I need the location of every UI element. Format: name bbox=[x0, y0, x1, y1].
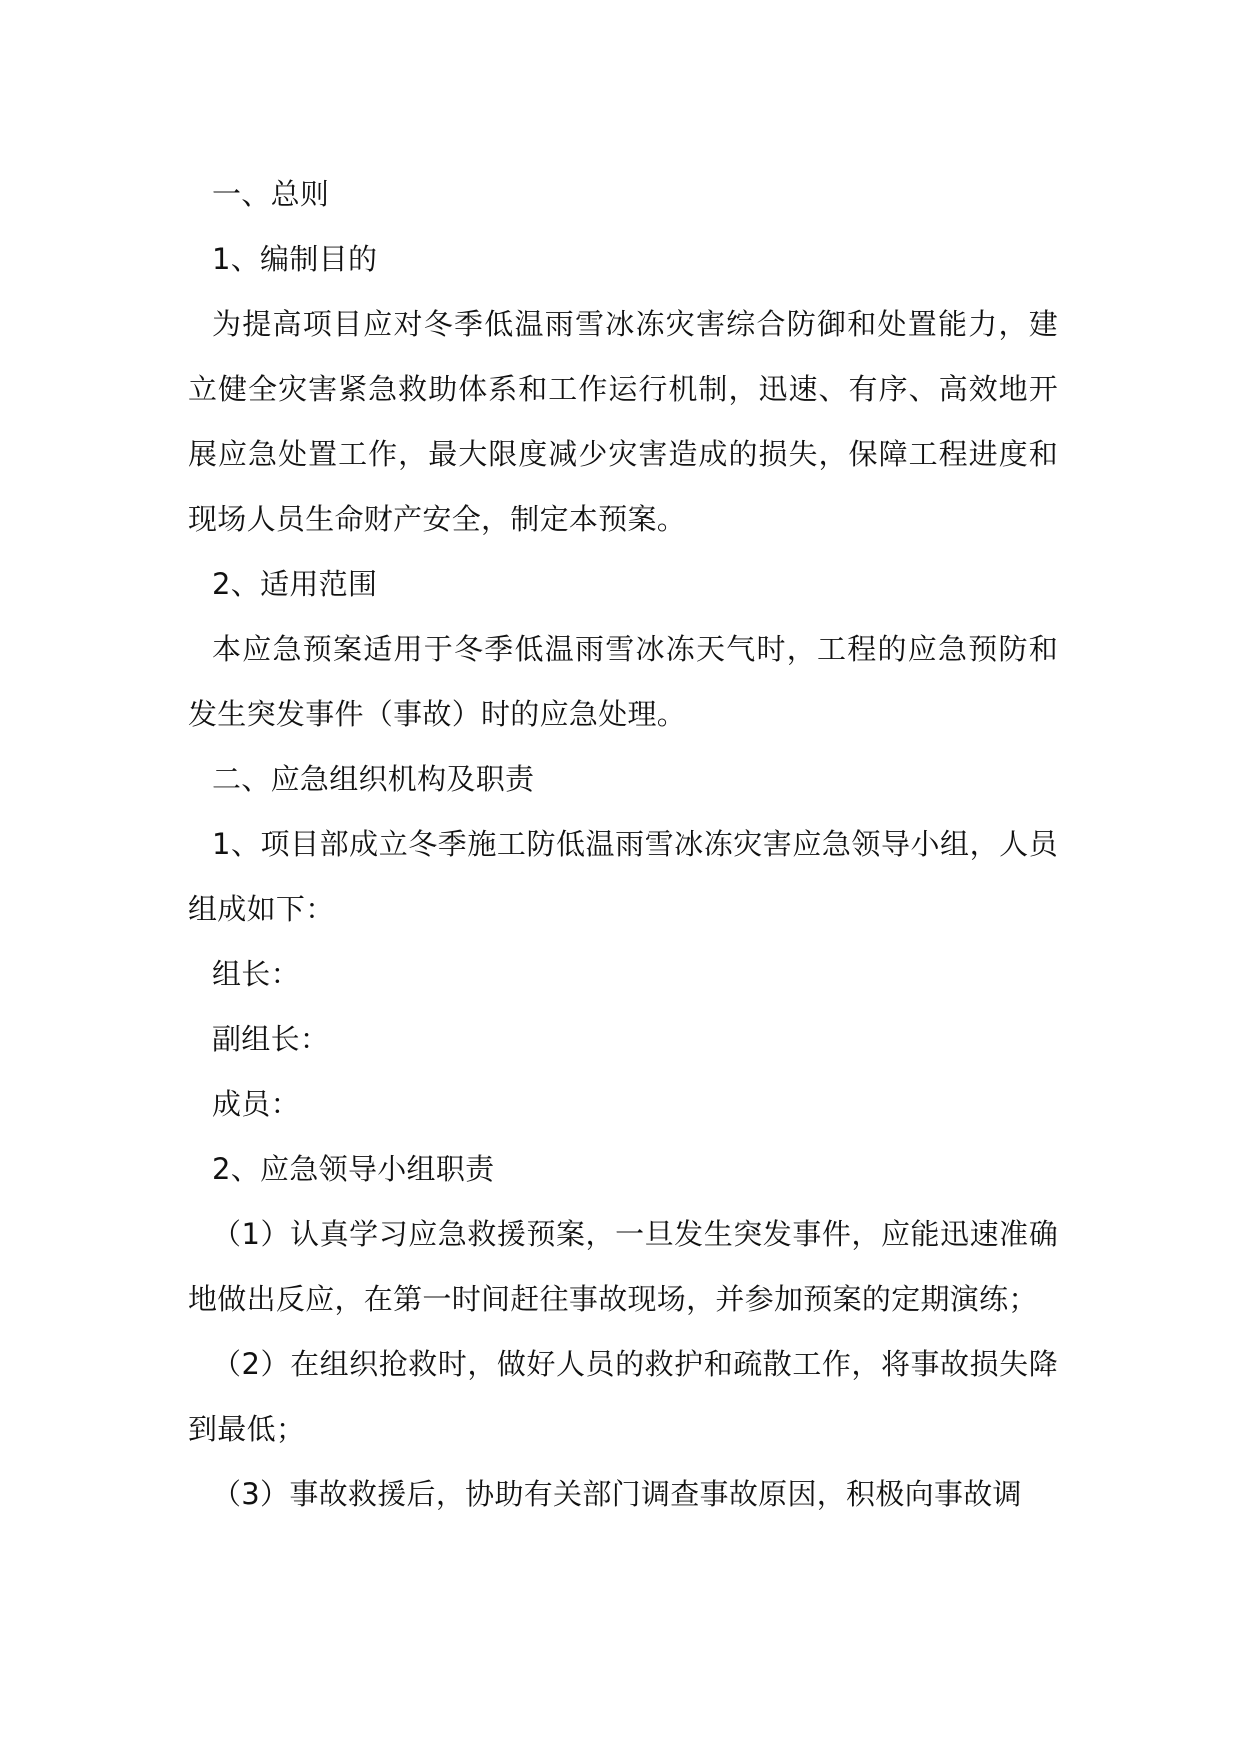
responsibility-item-1: （1）认真学习应急救援预案，一旦发生突发事件，应能迅速准确地做出反应，在第一时间赶往事故现场，并参加预案的定期演练； bbox=[188, 1217, 1058, 1316]
responsibility-item-2: （2）在组织抢救时，做好人员的救护和疏散工作，将事故损失降到最低； bbox=[188, 1347, 1058, 1446]
paragraph-scope: 本应急预案适用于冬季低温雨雪冰冻天气时，工程的应急预防和发生突发事件（事故）时的应急处理。 bbox=[188, 632, 1058, 731]
heading-organization: 二、应急组织机构及职责 bbox=[212, 762, 535, 796]
field-members: 成员： bbox=[212, 1087, 300, 1121]
responsibility-item-3: （3）事故救援后，协助有关部门调查事故原因，积极向事故调 bbox=[212, 1477, 1022, 1511]
document-body bbox=[188, 162, 1058, 1527]
subheading-purpose: 1、编制目的 bbox=[212, 242, 378, 276]
field-group-leader: 组长： bbox=[212, 957, 300, 991]
subheading-scope: 2、适用范围 bbox=[212, 567, 378, 601]
paragraph-purpose: 为提高项目应对冬季低温雨雪冰冻灾害综合防御和处置能力，建立健全灾害紧急救助体系和工作运行机制，迅速、有序、高效地开展应急处置工作，最大限度减少灾害造成的损失，保障工程进度和现场人员生命财产安全，制定本预案。 bbox=[188, 307, 1058, 536]
paragraph-leading-group: 1、项目部成立冬季施工防低温雨雪冰冻灾害应急领导小组，人员组成如下： bbox=[188, 827, 1058, 926]
field-deputy-leader: 副组长： bbox=[212, 1022, 330, 1056]
heading-general-provisions: 一、总则 bbox=[212, 177, 330, 211]
subheading-responsibilities: 2、应急领导小组职责 bbox=[212, 1152, 495, 1186]
